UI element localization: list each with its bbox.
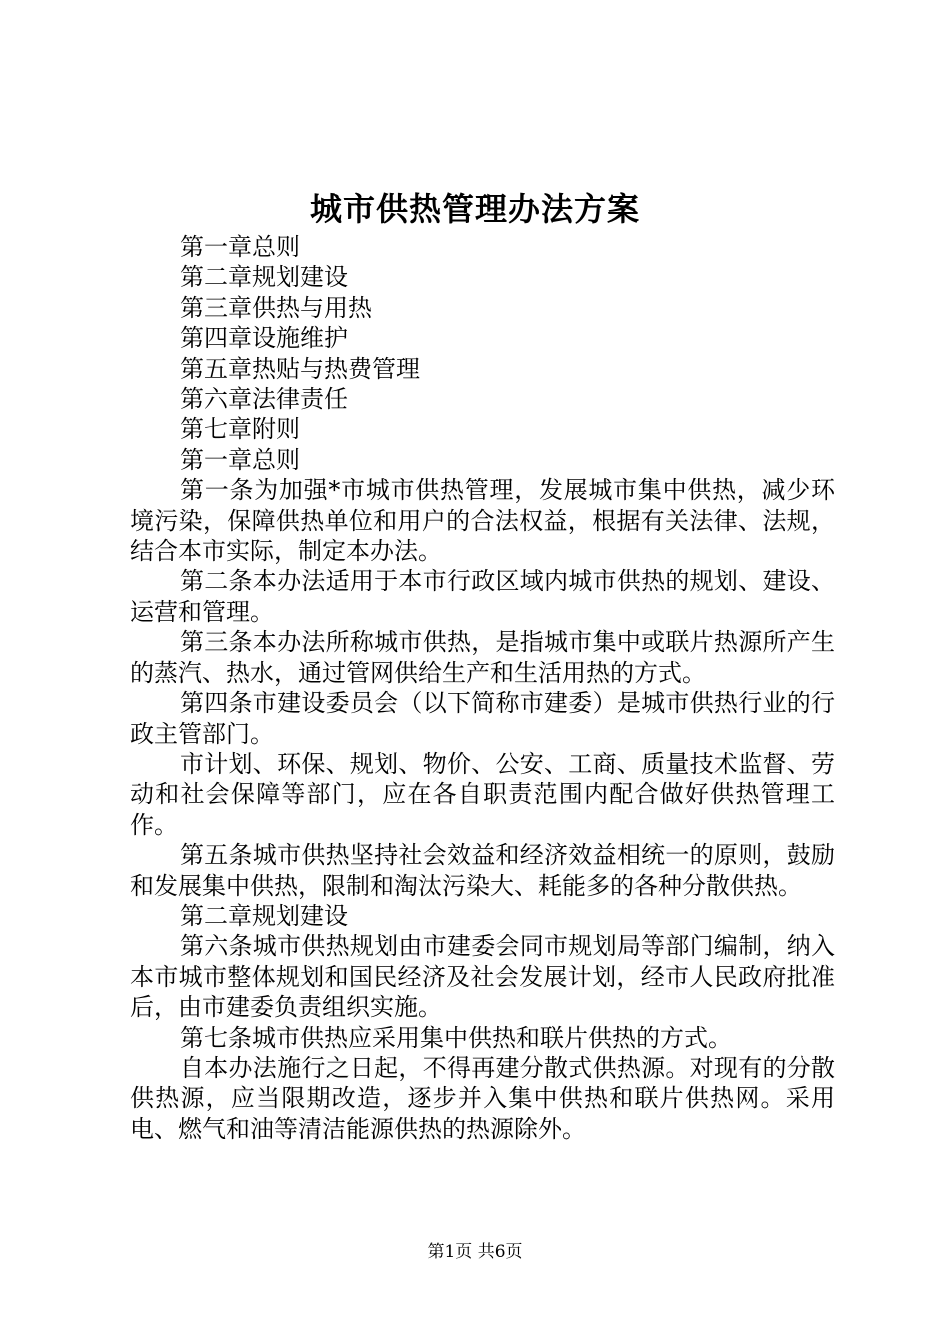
article-1: 第一条为加强*市城市供热管理，发展城市集中供热，减少环境污染，保障供热单位和用户的合法权益，根据有关法律、法规，结合本市实际，制定本办法。 — [130, 476, 835, 566]
page-footer: 第1页 共6页 — [427, 1242, 523, 1262]
article-2: 第二条本办法适用于本市行政区域内城市供热的规划、建设、运营和管理。 — [130, 567, 835, 626]
article-4-continued: 市计划、环保、规划、物价、公安、工商、质量技术监督、劳动和社会保障等部门，应在各自职责范围内配合做好供热管理工作。 — [130, 749, 835, 839]
chapter-2-heading: 第二章规划建设 — [180, 901, 348, 930]
toc-item-6: 第六章法律责任 — [180, 385, 348, 414]
toc-item-3: 第三章供热与用热 — [180, 293, 372, 322]
toc-item-1: 第一章总则 — [180, 233, 300, 261]
article-7-continued: 自本办法施行之日起，不得再建分散式供热源。对现有的分散供热源，应当限期改造，逐步并入集中供热和联片供热网。采用电、燃气和油等清洁能源供热的热源除外。 — [130, 1053, 835, 1143]
toc-item-5: 第五章热贴与热费管理 — [180, 354, 420, 383]
article-4: 第四条市建设委员会（以下简称市建委）是城市供热行业的行政主管部门。 — [130, 689, 835, 748]
document-title: 城市供热管理办法方案 — [309, 190, 640, 228]
document-body — [130, 232, 835, 1144]
article-7: 第七条城市供热应采用集中供热和联片供热的方式。 — [180, 1023, 732, 1052]
toc-item-2: 第二章规划建设 — [180, 263, 348, 292]
toc-item-7: 第七章附则 — [180, 415, 300, 444]
article-3: 第三条本办法所称城市供热，是指城市集中或联片热源所产生的蒸汽、热水，通过管网供给生产和生活用热的方式。 — [130, 628, 835, 687]
article-6: 第六条城市供热规划由市建委会同市规划局等部门编制，纳入本市城市整体规划和国民经济及社会发展计划，经市人民政府批准后，由市建委负责组织实施。 — [130, 932, 835, 1022]
article-5: 第五条城市供热坚持社会效益和经济效益相统一的原则，鼓励和发展集中供热，限制和淘汰污染大、耗能多的各种分散供热。 — [130, 841, 835, 900]
toc-item-4: 第四章设施维护 — [180, 324, 348, 353]
chapter-1-heading: 第一章总则 — [180, 445, 300, 474]
